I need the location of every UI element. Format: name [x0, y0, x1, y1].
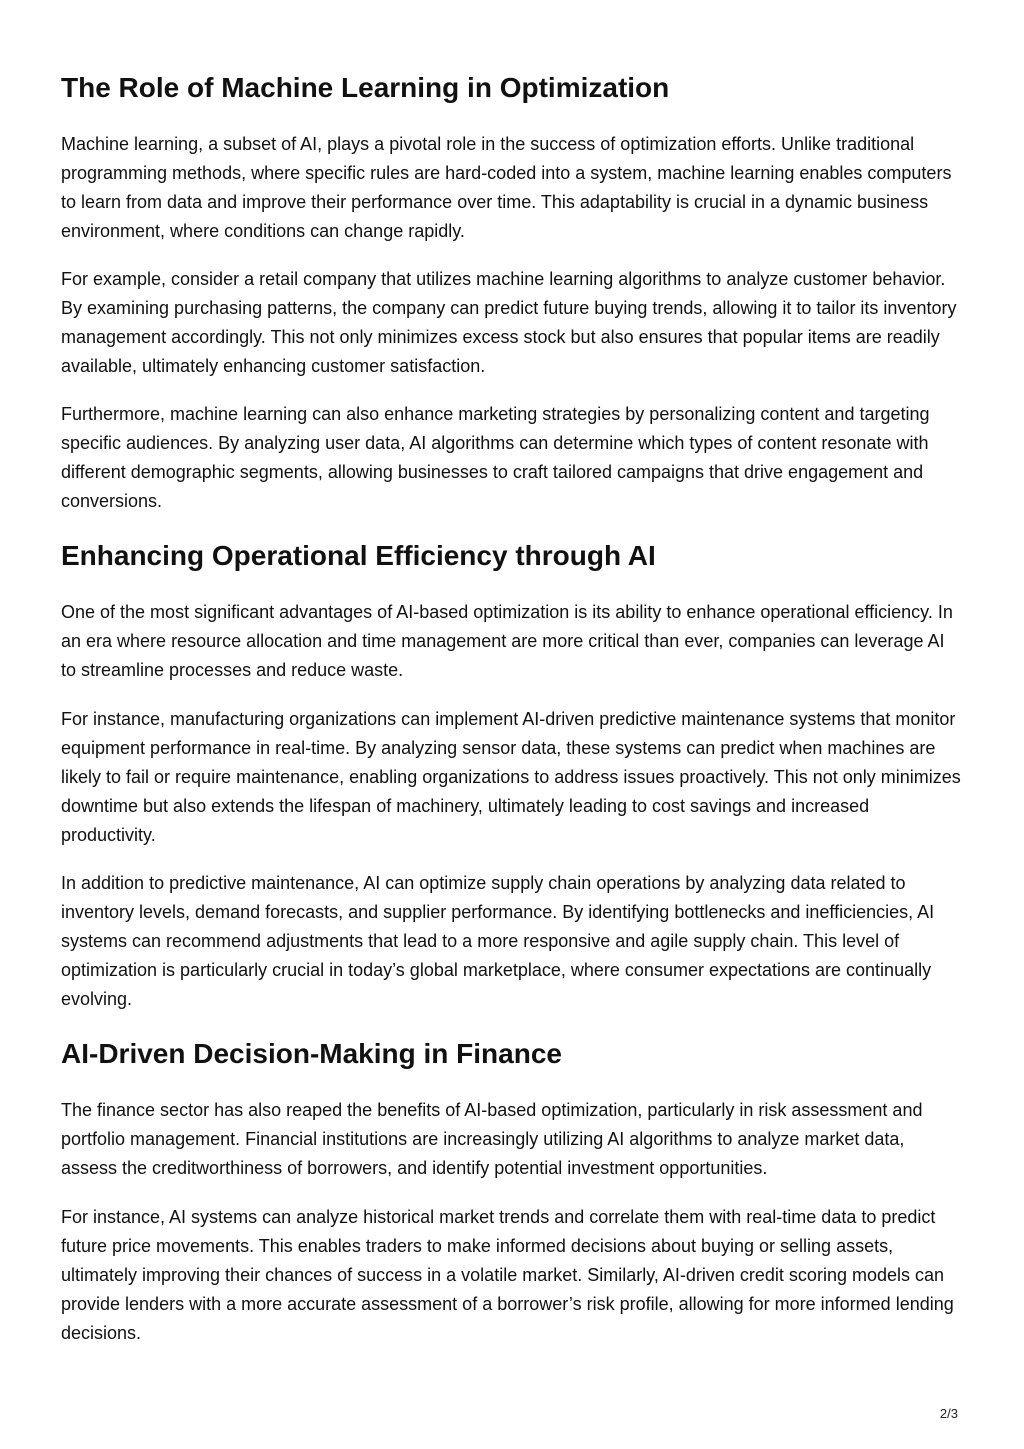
paragraph: In addition to predictive maintenance, AI can optimize supply chain operations by analyzing data related to inventory levels, demand forecasts, and supplier performance. By identifying bottlenecks and inefficiencies, AI systems can recommend adjustments that lead to a more responsive and agile supply chain. This level of optimization is particularly crucial in today’s global marketplace, where consumer expectations are continually evolving.	[61, 873, 935, 1009]
paragraph: The finance sector has also reaped the benefits of AI-based optimization, particularly in risk assessment and portfolio management. Financial institutions are increasingly utilizing AI algorithms to analyze market data, assess the creditworthiness of borrowers, and identify potential investment opportunities.	[61, 1100, 923, 1178]
section-title-finance: AI-Driven Decision-Making in Finance	[61, 1038, 562, 1069]
paragraph: Furthermore, machine learning can also enhance marketing strategies by personalizing content and targeting specific audiences. By analyzing user data, AI algorithms can determine which types of content resonate with different demographic segments, allowing businesses to craft tailored campaigns that drive engagement and conversions.	[61, 404, 930, 511]
paragraph: For instance, manufacturing organizations can implement AI-driven predictive maintenance systems that monitor equipment performance in real-time. By analyzing sensor data, these systems can predict when machines are likely to fail or require maintenance, enabling organizations to address issues proactively. This not only minimizes downtime but also extends the lifespan of machinery, ultimately leading to cost savings and increased productivity.	[61, 709, 961, 845]
paragraph: Machine learning, a subset of AI, plays a pivotal role in the success of optimization efforts. Unlike traditional programming methods, where specific rules are hard-coded into a system, machine learning enables computers to learn from data and improve their performance over time. This adaptability is crucial in a dynamic business environment, where conditions can change rapidly.	[61, 134, 952, 241]
paragraph: One of the most significant advantages of AI-based optimization is its ability to enhance operational efficiency. In an era where resource allocation and time management are more critical than ever, companies can leverage AI to streamline processes and reduce waste.	[61, 602, 953, 680]
section-title-machine-learning: The Role of Machine Learning in Optimization	[61, 72, 670, 103]
paragraph: For example, consider a retail company that utilizes machine learning algorithms to analyze customer behavior. By examining purchasing patterns, the company can predict future buying trends, allowing it to tailor its inventory management accordingly. This not only minimizes excess stock but also ensures that popular items are readily available, ultimately enhancing customer satisfaction.	[61, 269, 957, 376]
page-number: 2/3	[939, 1406, 958, 1421]
paragraph: For instance, AI systems can analyze historical market trends and correlate them with real-time data to predict future price movements. This enables traders to make informed decisions about buying or selling assets, ultimately improving their chances of success in a volatile market. Similarly, AI-driven credit scoring models can provide lenders with a more accurate assessment of a borrower’s risk profile, allowing for more informed lending decisions.	[61, 1207, 954, 1343]
section-title-operational-efficiency: Enhancing Operational Efficiency through AI	[61, 540, 656, 571]
